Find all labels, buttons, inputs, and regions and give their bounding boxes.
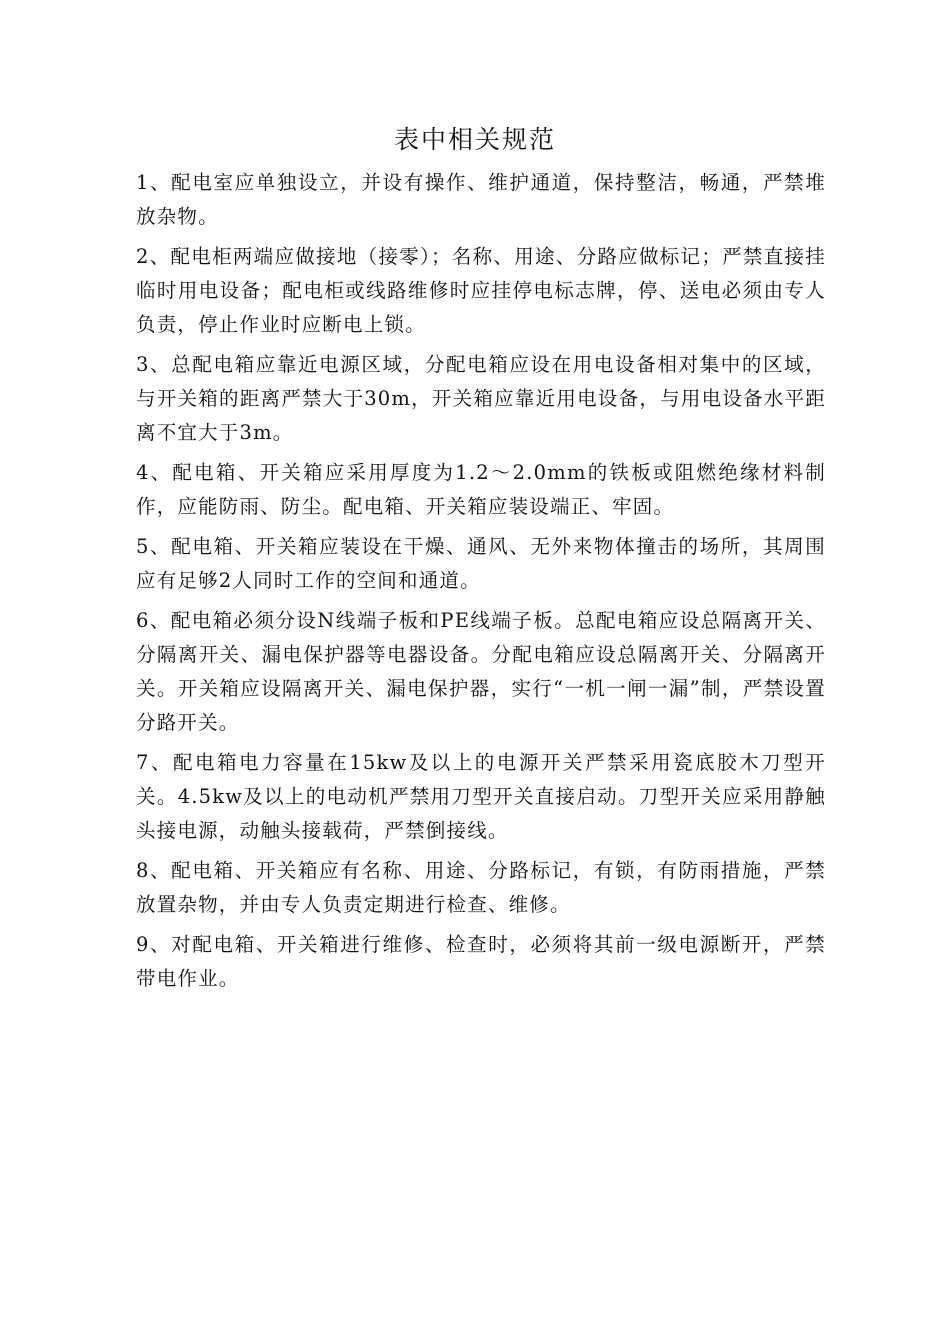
rule-item-5: 5、配电箱、开关箱应装设在干燥、通风、无外来物体撞击的场所，其周围应有足够2人同时工作的空间和通道。 [136, 535, 826, 592]
rule-item-3: 3、总配电箱应靠近电源区域，分配电箱应设在用电设备相对集中的区域，与开关箱的距离严禁大于30m，开关箱应靠近用电设备，与用电设备水平距离不宜大于3m。 [136, 353, 826, 444]
rule-item-1: 1、配电室应单独设立，并设有操作、维护通道，保持整洁，畅通，严禁堆放杂物。 [136, 171, 826, 228]
rule-item-9: 9、对配电箱、开关箱进行维修、检查时，必须将其前一级电源断开，严禁带电作业。 [136, 933, 826, 990]
rule-item-7: 7、配电箱电力容量在15kw及以上的电源开关严禁采用瓷底胶木刀型开关。4.5kw及以上的电动机严禁用刀型开关直接启动。刀型开关应采用静触头接电源，动触头接载荷，严禁倒接线。 [136, 751, 826, 842]
document-title: 表中相关规范 [393, 125, 556, 154]
rule-item-4: 4、配电箱、开关箱应采用厚度为1.2～2.0mm的铁板或阻燃绝缘材料制作，应能防雨、防尘。配电箱、开关箱应装设端正、牢固。 [136, 461, 826, 518]
rule-item-2: 2、配电柜两端应做接地（接零）；名称、用途、分路应做标记；严禁直接挂临时用电设备；配电柜或线路维修时应挂停电标志牌，停、送电必须由专人负责，停止作业时应断电上锁。 [136, 245, 826, 336]
rule-item-6: 6、配电箱必须分设N线端子板和PE线端子板。总配电箱应设总隔离开关、分隔离开关、漏电保护器等电器设备。分配电箱应设总隔离开关、分隔离开关。开关箱应设隔离开关、漏电保护器，实行“一机一闸一漏”制，严禁设置分路开关。 [136, 609, 826, 734]
rules-list [136, 166, 826, 1002]
rule-item-8: 8、配电箱、开关箱应有名称、用途、分路标记，有锁，有防雨措施，严禁放置杂物，并由专人负责定期进行检查、维修。 [136, 859, 826, 916]
